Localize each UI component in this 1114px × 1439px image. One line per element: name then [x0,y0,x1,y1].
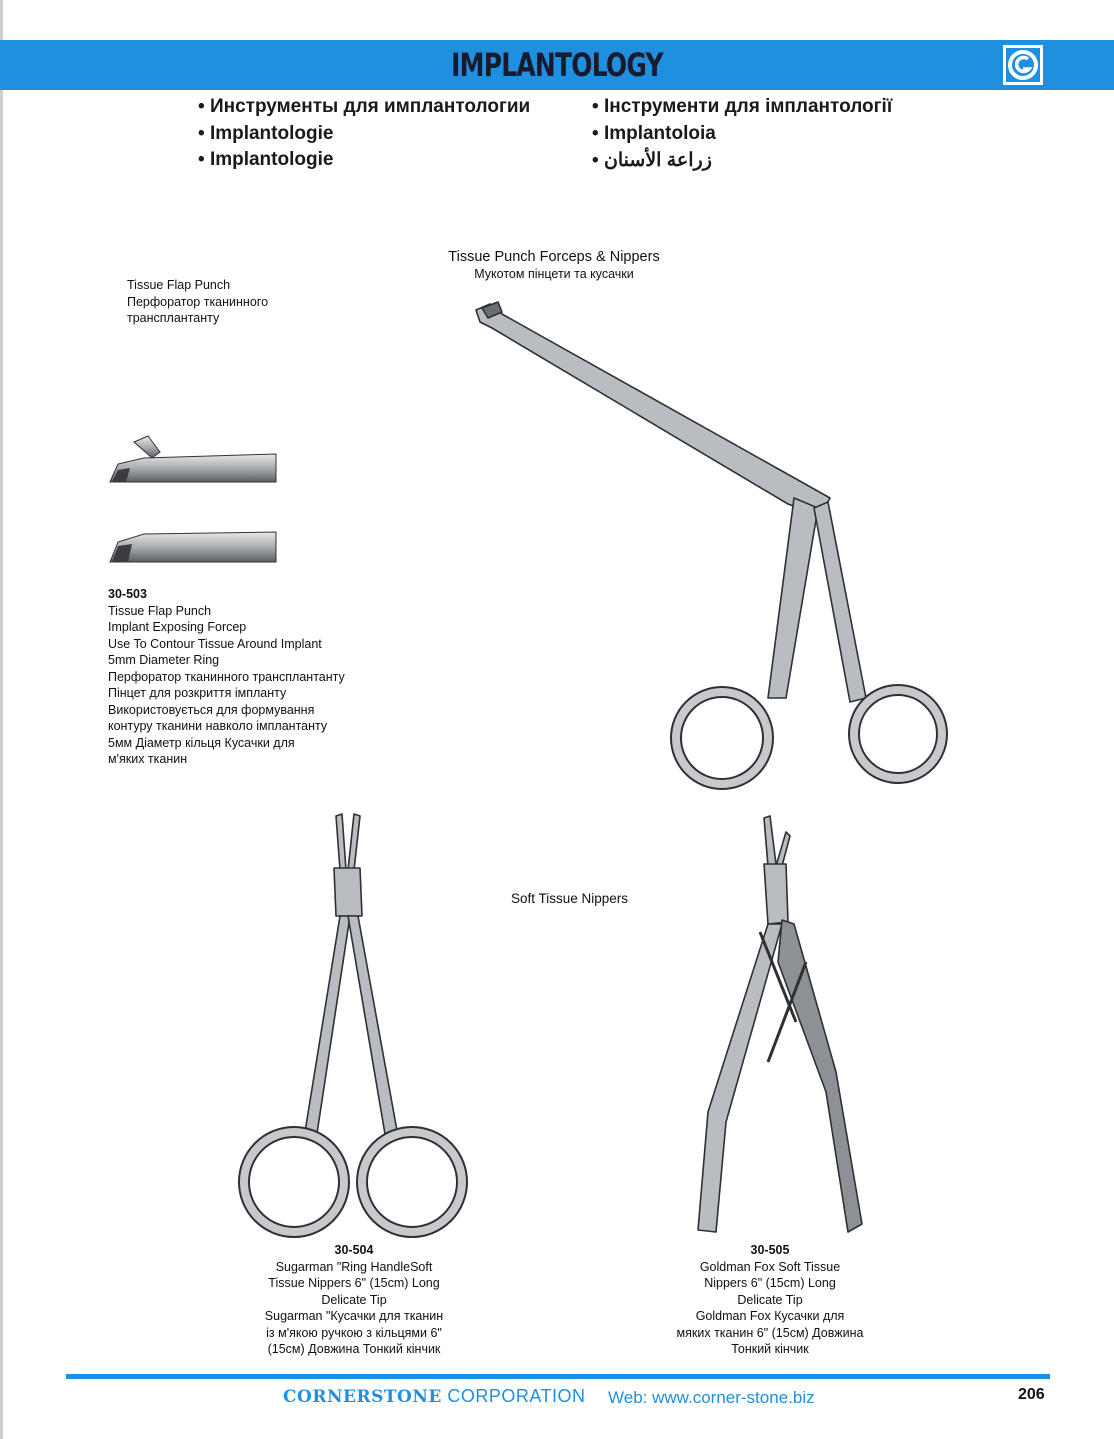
product-code: 30-504 [334,1243,374,1257]
product-line: Delicate Tip [737,1292,803,1307]
tissue-punch-forceps-image [468,298,958,798]
footer-brand: CORNERSTONE CORPORATION [283,1386,586,1407]
product-line: Тонкий кінчик [731,1342,809,1356]
page-title: IMPLANTOLOGY [451,46,663,84]
caption-line: трансплантанту [127,311,220,325]
product-line: Sugarman "Кусачки для тканин [264,1309,444,1323]
product-line: Tissue Flap Punch [108,603,212,618]
footer-website-link[interactable]: Web: www.corner-stone.biz [608,1388,815,1407]
product-line: Пінцет для розкриття імпланту [108,686,287,700]
flap-punch-caption [127,277,268,327]
product-line: мяких тканин 6" (15см) Довжина [676,1325,864,1340]
product-30-504-description [224,1242,484,1358]
product-line: Implant Exposing Forcep [108,620,247,634]
product-line: м'яких тканин [108,752,188,766]
lang-russian: • Инструменты для имплантологии [198,96,530,118]
lang-french: • Implantologie [198,149,333,171]
product-line: Перфоратор тканинного трансплантанту [108,669,345,684]
company-logo-icon [1002,44,1044,86]
lang-ukrainian: • Інструменти для імплантології [592,96,892,118]
product-line: 5mm Diameter Ring [108,653,220,667]
lang-romanian: • Implantoloia [592,123,716,145]
lang-german: • Implantologie [198,123,333,145]
lang-arabic: • زراعة الأسنان [592,149,712,172]
product-line: із м'якою ручкою з кільцями 6" [266,1325,442,1340]
caption-subtitle: Мукотом пінцети та кусачки [474,267,634,281]
goldman-fox-nippers-image [686,812,876,1238]
product-line: Goldman Fox Кусачки для [695,1309,845,1323]
caption-line: Tissue Flap Punch [127,278,231,292]
product-line: Goldman Fox Soft Tissue [699,1259,841,1274]
product-line: Tissue Nippers 6" (15cm) Long [268,1276,440,1290]
product-30-505-description [640,1242,900,1358]
footer-divider [66,1374,1050,1379]
product-code: 30-505 [750,1243,790,1257]
product-line: 5мм Діаметр кільця Кусачки для [108,735,295,750]
soft-tissue-caption: Soft Tissue Nippers [511,891,629,906]
product-30-503-description [108,586,345,768]
sugarman-nippers-image [236,810,476,1240]
flap-punch-tip-open-image [104,432,284,492]
caption-title: Tissue Punch Forceps & Nippers [448,249,660,265]
page-number: 206 [1018,1386,1045,1403]
punch-forceps-caption [404,248,704,283]
product-line: Use To Contour Tissue Around Implant [108,636,322,651]
product-code: 30-503 [108,587,147,601]
product-line: (15см) Довжина Тонкий кінчик [267,1342,441,1356]
product-line: Sugarman "Ring HandleSoft [275,1259,433,1274]
product-line: контуру тканини навколо імплантанту [108,719,328,733]
product-line: Delicate Tip [321,1292,387,1307]
caption-line: Перфоратор тканинного [127,294,269,309]
page-edge [0,0,3,1439]
flap-punch-tip-closed-image [104,526,284,570]
product-line: Nippers 6" (15cm) Long [704,1276,836,1290]
product-line: Використовується для формування [108,702,315,717]
